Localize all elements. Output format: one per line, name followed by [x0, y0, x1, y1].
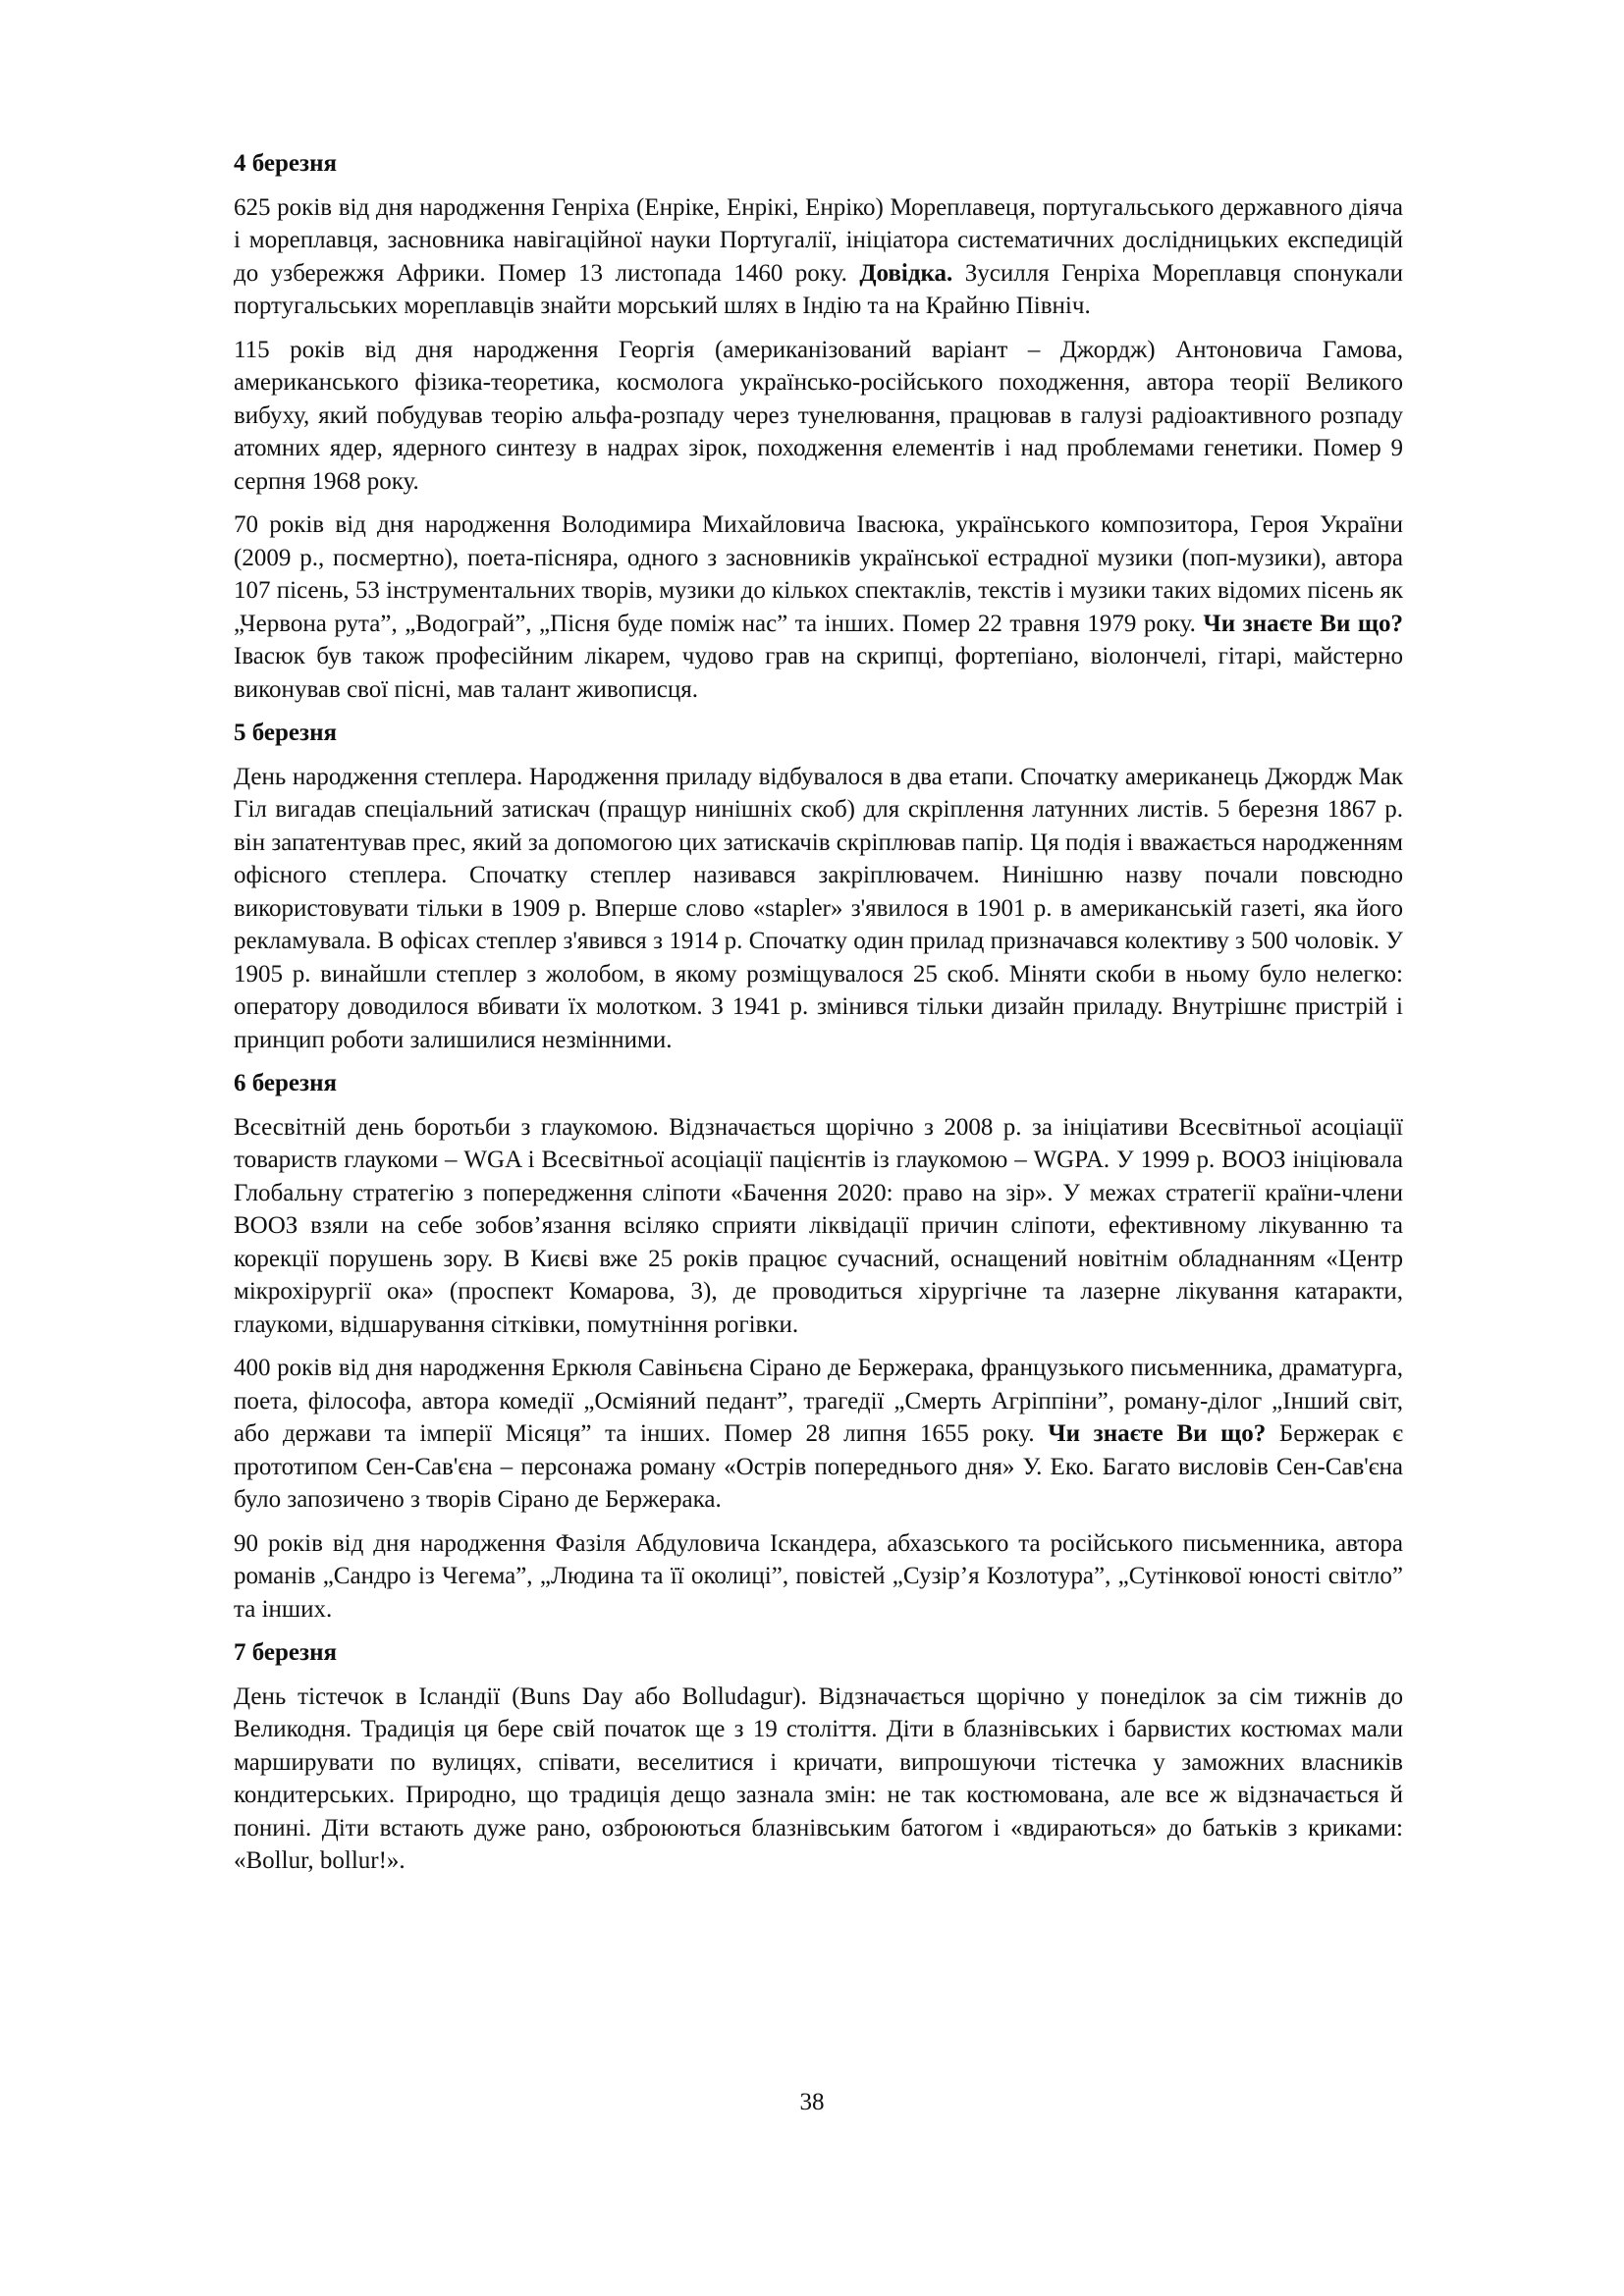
section-date-heading: 6 березня — [234, 1070, 337, 1096]
entry-text: Всесвітній день боротьби з глаукомою. Відзначається щорічно з 2008 р. за ініціативи Всесвітньої асоціації товариств глаукоми – WGA і Всесвітньої асоціації пацієнтів із глаукомою – WGPA. У 1999 р. ВООЗ ініціювала Глобальну стратегію з попередження сліпоти «Бачення 2020: право на зір». У межах стратегії країни-члени ВООЗ взяли на себе зобов’язання всіляко сприяти ліквідації причин сліпоти, ефективному лікуванню та корекції порушень зору. В Києві вже 25 років працює сучасний, оснащений новітнім обладнанням «Центр мікрохірургії ока» (проспект Комарова, 3), де проводиться хірургічне та лазерне лікування катаракти, глаукоми, відшарування сітківки, помутніння рогівки. — [234, 1113, 1403, 1338]
day-section-march-5 — [234, 717, 1403, 1056]
entry-paragraph — [234, 191, 1403, 323]
entry-paragraph — [234, 761, 1403, 1057]
entry-label: Чи знаєте Ви що? — [1203, 610, 1403, 637]
entry-paragraph — [234, 508, 1403, 706]
entry-paragraph — [234, 1352, 1403, 1517]
entry-text: 625 років від дня народження Генріха (Енріке, Енрікі, Енріко) Мореплавеця, португальського державного діяча і мореплавця, засновника навігаційної науки Португалії, ініціатора систематичних дослідницьких експедицій до узбережжя Африки. Помер 13 листопада 1460 року. — [234, 193, 1403, 287]
entry-text: 400 років від дня народження Еркюля Савіньєна Сірано де Бержерака, французького письменника, драматурга, поета, філософа, автора комедії „Осміяний педант”, трагедії „Смерть Агріппіни”, роману-ділог „Інший світ, або держави та імперії Місяця” та інших. Помер 28 липня 1655 року. — [234, 1355, 1403, 1447]
entry-text: 70 років від дня народження Володимира Михайловича Івасюка, українського композитора, Героя України (2009 р., посмертно), поета-пісняра, одного з засновників української естрадної музики (поп-музики), автора 107 пісень, 53 інструментальних творів, музики до кількох спектаклів, текстів і музики таких відомих пісень як „Червона рута”, „Водограй”, „Пісня буде поміж нас” та інших. Помер 22 травня 1979 року. — [234, 511, 1403, 637]
entry-text: Івасюк був також професійним лікарем, чудово грав на скрипці, фортепіано, віолончелі, гітарі, майстерно виконував свої пісні, мав талант живописця. — [234, 643, 1403, 703]
day-section-march-6 — [234, 1067, 1403, 1626]
day-section-march-7 — [234, 1636, 1403, 1878]
document-body — [234, 147, 1403, 1889]
entry-text: Бержерак є прототипом Сен-Сав'єна – персонажа роману «Острів попереднього дня» У. Еко. Багато висловів Сен-Сав'єна було запозичено з творів Сірано де Бержерака. — [234, 1420, 1403, 1513]
section-date-heading: 4 березня — [234, 150, 337, 177]
entry-text: День народження степлера. Народження приладу відбувалося в два етапи. Спочатку американець Джордж Мак Гіл вигадав спеціальний затискач (пращур нинішніх скоб) для скріплення латунних листів. 5 березня 1867 р. він запатентував прес, який за допомогою цих затискачів скріплював папір. Ця подія і вважається народженням офісного степлера. Спочатку степлер називався закріплювачем. Нинішню назву почали повсюдно використовувати тільки в 1909 р. Вперше слово «stapler» з'явилося в 1901 р. в американській газеті, яка його рекламувала. В офісах степлер з'явився з 1914 р. Спочатку один прилад призначався колективу з 500 чоловік. У 1905 р. винайшли степлер з жолобом, в якому розміщувалося 25 скоб. Міняти скоби в ньому було нелегко: оператору доводилося вбивати їх молотком. З 1941 р. змінився тільки дизайн приладу. Внутрішнє пристрій і принцип роботи залишилися незмінними. — [234, 763, 1403, 1053]
entry-text: День тістечок в Ісландії (Buns Day або Bolludagur). Відзначається щорічно у понеділок за сім тижнів до Великодня. Традиція ця бере свій початок ще з 19 століття. Діти в блазнівських і барвистих костюмах мали марширувати по вулицях, співати, веселитися і кричати, випрошуючи тістечка у заможних власників кондитерських. Природно, що традиція дещо зазнала змін: не так костюмована, але все ж відзначається й понині. Діти встають дуже рано, озброюються блазнівським батогом і «вдираються» до батьків з криками: «Bollur, bollur!». — [234, 1682, 1403, 1874]
day-section-march-4 — [234, 147, 1403, 706]
entry-paragraph — [234, 334, 1403, 499]
section-date-heading: 5 березня — [234, 720, 337, 746]
entry-paragraph — [234, 1111, 1403, 1342]
entry-text: 90 років від дня народження Фазіля Абдуловича Іскандера, абхазського та російського письменника, автора романів „Сандро із Чегема”, „Людина та її околиці”, повістей „Сузір’я Козлотура”, „Сутінкової юності світло” та інших. — [234, 1529, 1403, 1623]
entry-label: Чи знаєте Ви що? — [1048, 1420, 1267, 1447]
entry-text: 115 років від дня народження Георгія (американізований варіант – Джордж) Антоновича Гамова, американського фізика-теоретика, космолога українсько-російського походження, автора теорії Великого вибуху, який побудував теорію альфа-розпаду через тунелювання, працював в галузі радіоактивного розпаду атомних ядер, ядерного синтезу в надрах зірок, походження елементів і над проблемами генетики. Помер 9 серпня 1968 року. — [234, 336, 1403, 495]
entry-label: Довідка. — [859, 259, 953, 287]
page-number: 38 — [799, 2089, 825, 2115]
entry-paragraph — [234, 1527, 1403, 1627]
entry-text: Зусилля Генріха Мореплавця спонукали португальських мореплавців знайти морський шлях в Індію та на Крайню Північ. — [234, 259, 1403, 319]
section-date-heading: 7 березня — [234, 1639, 337, 1666]
entry-paragraph — [234, 1681, 1403, 1878]
